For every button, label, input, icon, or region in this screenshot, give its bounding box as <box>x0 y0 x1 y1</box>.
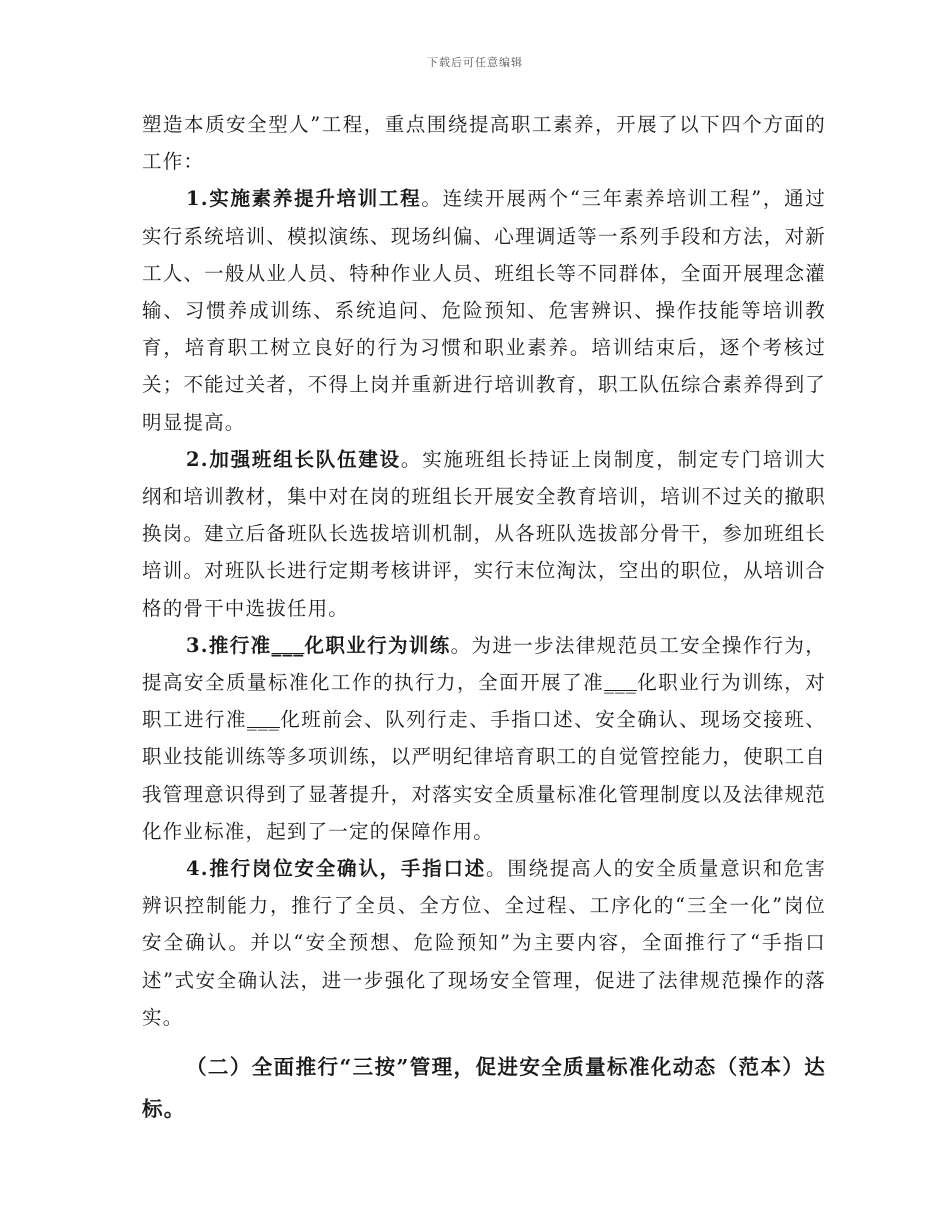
paragraph-4 <box>142 850 826 1036</box>
paragraph-3-title-a: 3.推行准 <box>186 633 272 657</box>
paragraph-1-body: 。连续开展两个“三年素养培训工程”，通过实行系统培训、模拟演练、现场纠偏、心理调适等一系列手段和方法，对新工人、一般从业人员、特种作业人员、班组长等不同群体，全面开展理念灌输、习惯养成训练、系统追问、危险预知、危害辨识、操作技能等培训教育，培育职工树立良好的行为习惯和职业素养。培训结束后，逐个考核过关；不能过关者，不得上岗并重新进行培训教育，职工队伍综合素养得到了明显提高。 <box>142 187 826 434</box>
paragraph-3-body-b: 化职业行为训练，对职工进行准 <box>142 671 826 732</box>
section-heading: （二）全面推行“三按”管理，促进安全质量标准化动态（范本）达标。 <box>142 1055 826 1122</box>
paragraph-3-title-blank: ___ <box>271 633 305 657</box>
paragraph-3-title-b: 化职业行为训练 <box>304 633 451 657</box>
document-body <box>142 106 826 1130</box>
paragraph-4-title: 4.推行岗位安全确认，手指口述 <box>186 857 487 881</box>
paragraph-2-body: 。实施班组长持证上岗制度，制定专门培训大纲和培训教材，集中对在岗的班组长开展安全教育培训，培训不过关的撤职换岗。建立后备班队长选拔培训机制，从各班队选拔部分骨干，参加班组长培训。对班队长进行定期考核讲评，实行末位淘汰，空出的职位，从培训合格的骨干中选拔任用。 <box>142 447 826 620</box>
paragraph-4-body: 。围绕提高人的安全质量意识和危害辨识控制能力，推行了全员、全方位、全过程、工序化的“三全一化”岗位安全确认。并以“安全预想、危险预知”为主要内容，全面推行了“手指口述”式安全确认法，进一步强化了现场安全管理，促进了法律规范操作的落实。 <box>142 857 827 1029</box>
intro-paragraph: 塑造本质安全型人”工程，重点围绕提高职工素养，开展了以下四个方面的工作： <box>142 113 826 174</box>
paragraph-3-body-a: 。为进一步法律规范员工安全操作行为，提高安全质量标准化工作的执行力，全面开展了准 <box>142 633 826 695</box>
paragraph-3 <box>142 627 826 850</box>
paragraph-2 <box>142 441 826 627</box>
paragraph-3-body-c: 化班前会、队列行走、手指口述、安全确认、现场交接班、职业技能训练等多项训练，以严明纪律培育职工的自觉管控能力，使职工自我管理意识得到了显著提升，对落实安全质量标准化管理制度以及法律规范化作业标准，起到了一定的保障作用。 <box>142 708 826 843</box>
paragraph-2-title: 2.加强班组长队伍建设 <box>186 447 401 471</box>
page-header: 下载后可任意编辑 <box>427 56 523 69</box>
paragraph-1 <box>142 180 826 440</box>
paragraph-3-blank-1: ___ <box>604 671 637 695</box>
paragraph-1-title: 1.实施素养提升培训工程 <box>186 187 422 211</box>
paragraph-3-blank-2: ___ <box>247 708 280 732</box>
